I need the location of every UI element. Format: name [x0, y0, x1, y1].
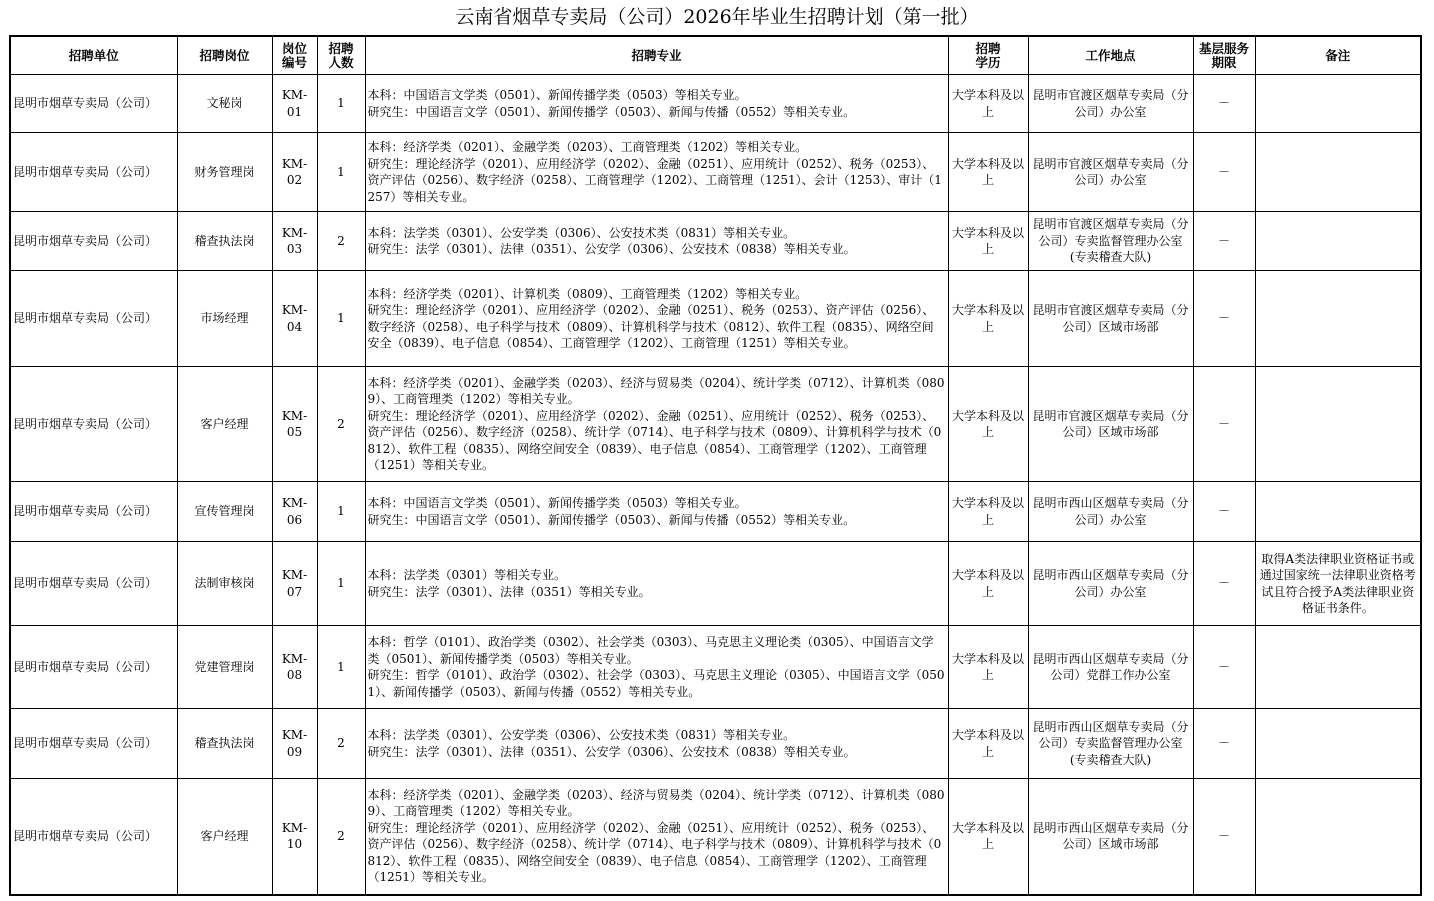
cell-major: 本科：法学类（0301）等相关专业。 研究生：法学（0301）、法律（0351）等相关专业。	[365, 542, 948, 626]
header-position: 招聘岗位	[177, 36, 272, 75]
cell-unit: 昆明市烟草专卖局（公司）	[10, 626, 177, 709]
cell-position: 党建管理岗	[177, 626, 272, 709]
cell-education: 大学本科及以上	[948, 626, 1028, 709]
cell-count: 2	[317, 367, 365, 482]
cell-major: 本科：经济学类（0201）、金融学类（0203）、经济与贸易类（0204）、统计学类（0712）、计算机类（0809）、工商管理类（1202）等相关专业。 研究生：理论经济学（0201）、应用经济学（0202）、金融（0251）、应用统计（0252）、税务（0253）、资产评估（0256）、数字经济（0258）、统计学（0714）、电子科学与技术（0809）、计算机科学与技术（0812）、软件工程（0835）、网络空间安全（0839）、电子信息（0854）、工商管理学（1202）、工商管理（1251）等相关专业。	[365, 367, 948, 482]
cell-education: 大学本科及以上	[948, 367, 1028, 482]
cell-location: 昆明市官渡区烟草专卖局（分公司）办公室	[1028, 133, 1193, 212]
header-service	[1193, 36, 1255, 75]
header-count-line2: 人数	[328, 54, 354, 70]
recruitment-plan-table	[9, 35, 1422, 896]
cell-service: －	[1193, 75, 1255, 133]
cell-position: 宣传管理岗	[177, 482, 272, 542]
cell-education: 大学本科及以上	[948, 779, 1028, 895]
cell-remark	[1255, 482, 1421, 542]
header-education-line1: 招聘	[975, 40, 1001, 56]
cell-remark	[1255, 709, 1421, 779]
cell-remark: 取得A类法律职业资格证书或通过国家统一法律职业资格考试且符合授予A类法律职业资格证书条件。	[1255, 542, 1421, 626]
table-row	[10, 133, 1421, 212]
cell-code: KM-03	[272, 212, 317, 271]
header-code-line2: 编号	[281, 54, 307, 70]
table-row	[10, 626, 1421, 709]
cell-position: 财务管理岗	[177, 133, 272, 212]
cell-unit: 昆明市烟草专卖局（公司）	[10, 542, 177, 626]
cell-education: 大学本科及以上	[948, 482, 1028, 542]
cell-count: 1	[317, 626, 365, 709]
cell-major: 本科：中国语言文学类（0501）、新闻传播学类（0503）等相关专业。 研究生：中国语言文学（0501）、新闻传播学（0503）、新闻与传播（0552）等相关专业。	[365, 75, 948, 133]
cell-count: 1	[317, 133, 365, 212]
cell-education: 大学本科及以上	[948, 271, 1028, 367]
cell-position: 市场经理	[177, 271, 272, 367]
cell-position: 稽查执法岗	[177, 212, 272, 271]
cell-major: 本科：经济学类（0201）、金融学类（0203）、工商管理类（1202）等相关专业。 研究生：理论经济学（0201）、应用经济学（0202）、金融（0251）、应用统计（0252）、税务（0253）、资产评估（0256）、数字经济（0258）、工商管理学（1202）、工商管理（1251）、会计（1253）、审计（1257）等相关专业。	[365, 133, 948, 212]
cell-unit: 昆明市烟草专卖局（公司）	[10, 75, 177, 133]
cell-location: 昆明市西山区烟草专卖局（分公司）专卖监督管理办公室(专卖稽查大队)	[1028, 709, 1193, 779]
table-row	[10, 271, 1421, 367]
cell-location: 昆明市官渡区烟草专卖局（分公司）区域市场部	[1028, 271, 1193, 367]
cell-service: －	[1193, 626, 1255, 709]
cell-count: 1	[317, 271, 365, 367]
cell-count: 1	[317, 542, 365, 626]
cell-count: 2	[317, 212, 365, 271]
cell-remark	[1255, 367, 1421, 482]
cell-remark	[1255, 212, 1421, 271]
header-code-line1: 岗位	[281, 40, 307, 56]
table-row	[10, 709, 1421, 779]
table-row	[10, 367, 1421, 482]
table-row	[10, 482, 1421, 542]
cell-location: 昆明市官渡区烟草专卖局（分公司）专卖监督管理办公室(专卖稽查大队)	[1028, 212, 1193, 271]
cell-unit: 昆明市烟草专卖局（公司）	[10, 482, 177, 542]
cell-remark	[1255, 133, 1421, 212]
cell-remark	[1255, 626, 1421, 709]
cell-major: 本科：法学类（0301）、公安学类（0306）、公安技术类（0831）等相关专业。 研究生：法学（0301）、法律（0351）、公安学（0306）、公安技术（0838）等相关专业。	[365, 709, 948, 779]
cell-major: 本科：法学类（0301）、公安学类（0306）、公安技术类（0831）等相关专业。 研究生：法学（0301）、法律（0351）、公安学（0306）、公安技术（0838）等相关专业。	[365, 212, 948, 271]
cell-unit: 昆明市烟草专卖局（公司）	[10, 212, 177, 271]
cell-major: 本科：经济学类（0201）、金融学类（0203）、经济与贸易类（0204）、统计学类（0712）、计算机类（0809）、工商管理类（1202）等相关专业。 研究生：理论经济学（0201）、应用经济学（0202）、金融（0251）、应用统计（0252）、税务（0253）、资产评估（0256）、数字经济（0258）、统计学（0714）、电子科学与技术（0809）、计算机科学与技术（0812）、软件工程（0835）、网络空间安全（0839）、电子信息（0854）、工商管理学（1202）、工商管理（1251）等相关专业。	[365, 779, 948, 895]
cell-code: KM-06	[272, 482, 317, 542]
cell-location: 昆明市西山区烟草专卖局（分公司）党群工作办公室	[1028, 626, 1193, 709]
header-count-line1: 招聘	[328, 40, 354, 56]
cell-remark	[1255, 75, 1421, 133]
cell-unit: 昆明市烟草专卖局（公司）	[10, 779, 177, 895]
header-remark: 备注	[1255, 36, 1421, 75]
cell-count: 1	[317, 75, 365, 133]
page-title: 云南省烟草专卖局（公司）2026年毕业生招聘计划（第一批）	[455, 6, 979, 28]
cell-position: 客户经理	[177, 367, 272, 482]
cell-education: 大学本科及以上	[948, 133, 1028, 212]
cell-code: KM-10	[272, 779, 317, 895]
cell-service: －	[1193, 542, 1255, 626]
cell-education: 大学本科及以上	[948, 75, 1028, 133]
cell-remark	[1255, 271, 1421, 367]
cell-major: 本科：中国语言文学类（0501）、新闻传播学类（0503）等相关专业。 研究生：中国语言文学（0501）、新闻传播学（0503）、新闻与传播（0552）等相关专业。	[365, 482, 948, 542]
cell-service: －	[1193, 133, 1255, 212]
cell-service: －	[1193, 779, 1255, 895]
cell-location: 昆明市官渡区烟草专卖局（分公司）区域市场部	[1028, 367, 1193, 482]
cell-unit: 昆明市烟草专卖局（公司）	[10, 133, 177, 212]
cell-code: KM-07	[272, 542, 317, 626]
header-education-line2: 学历	[975, 54, 1001, 70]
cell-unit: 昆明市烟草专卖局（公司）	[10, 271, 177, 367]
table-row	[10, 542, 1421, 626]
cell-service: －	[1193, 271, 1255, 367]
cell-remark	[1255, 779, 1421, 895]
cell-unit: 昆明市烟草专卖局（公司）	[10, 709, 177, 779]
cell-location: 昆明市西山区烟草专卖局（分公司）区域市场部	[1028, 779, 1193, 895]
header-count	[317, 36, 365, 75]
cell-service: －	[1193, 482, 1255, 542]
cell-position: 客户经理	[177, 779, 272, 895]
cell-location: 昆明市西山区烟草专卖局（分公司）办公室	[1028, 482, 1193, 542]
table-row	[10, 75, 1421, 133]
cell-code: KM-09	[272, 709, 317, 779]
header-code	[272, 36, 317, 75]
cell-count: 2	[317, 709, 365, 779]
cell-education: 大学本科及以上	[948, 542, 1028, 626]
cell-code: KM-01	[272, 75, 317, 133]
cell-code: KM-05	[272, 367, 317, 482]
cell-service: －	[1193, 367, 1255, 482]
cell-major: 本科：经济学类（0201）、计算机类（0809）、工商管理类（1202）等相关专业。 研究生：理论经济学（0201）、应用经济学（0202）、金融（0251）、税务（0253）、资产评估（0256）、数字经济（0258）、电子科学与技术（0809）、计算机科学与技术（0812）、软件工程（0835）、网络空间安全（0839）、电子信息（0854）、工商管理学（1202）、工商管理（1251）等相关专业。	[365, 271, 948, 367]
header-service-line2: 期限	[1211, 54, 1237, 70]
cell-position: 稽查执法岗	[177, 709, 272, 779]
cell-count: 2	[317, 779, 365, 895]
cell-education: 大学本科及以上	[948, 212, 1028, 271]
cell-service: －	[1193, 709, 1255, 779]
cell-location: 昆明市西山区烟草专卖局（分公司）办公室	[1028, 542, 1193, 626]
cell-unit: 昆明市烟草专卖局（公司）	[10, 367, 177, 482]
header-location: 工作地点	[1028, 36, 1193, 75]
cell-location: 昆明市官渡区烟草专卖局（分公司）办公室	[1028, 75, 1193, 133]
cell-code: KM-08	[272, 626, 317, 709]
cell-code: KM-04	[272, 271, 317, 367]
cell-service: －	[1193, 212, 1255, 271]
header-unit: 招聘单位	[10, 36, 177, 75]
table-row	[10, 779, 1421, 895]
table-row	[10, 212, 1421, 271]
cell-position: 法制审核岗	[177, 542, 272, 626]
cell-education: 大学本科及以上	[948, 709, 1028, 779]
header-service-line1: 基层服务	[1198, 40, 1249, 56]
cell-code: KM-02	[272, 133, 317, 212]
header-education	[948, 36, 1028, 75]
header-major: 招聘专业	[365, 36, 948, 75]
cell-major: 本科：哲学（0101）、政治学类（0302）、社会学类（0303）、马克思主义理论类（0305）、中国语言文学类（0501）、新闻传播学类（0503）等相关专业。 研究生：哲学（0101）、政治学（0302）、社会学（0303）、马克思主义理论（0305）、中国语言文学（0501）、新闻传播学（0503）、新闻与传播（0552）等相关专业。	[365, 626, 948, 709]
cell-position: 文秘岗	[177, 75, 272, 133]
cell-count: 1	[317, 482, 365, 542]
table-header-row	[10, 36, 1421, 75]
